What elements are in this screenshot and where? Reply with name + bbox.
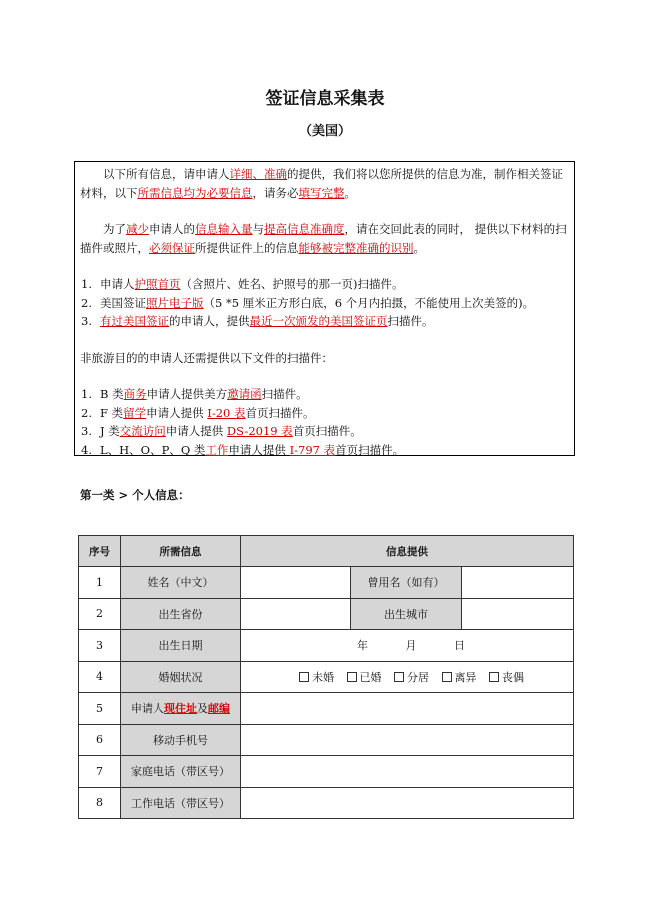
table-row (79, 756, 574, 788)
row-number: 8 (79, 787, 121, 819)
checkbox[interactable] (489, 672, 499, 682)
highlight: 提高信息准确度 (264, 222, 345, 236)
year-label: 年 (357, 639, 368, 653)
page-title: 签证信息采集表 (265, 89, 385, 109)
text: 申请人的 (149, 222, 195, 236)
table-row (79, 567, 574, 599)
field-label: 曾用名（如有） (351, 567, 462, 599)
address-input[interactable] (241, 693, 574, 725)
list-number: 3. (81, 314, 92, 328)
highlight: 有过美国签证 (100, 314, 169, 328)
text: 申请人提供美方 (146, 387, 228, 401)
highlight: 交流访问 (119, 424, 166, 438)
highlight: 最近一次颁发的美国签证页 (249, 314, 388, 328)
list-item (80, 404, 570, 423)
highlight: 详细、准确 (229, 167, 287, 181)
text: 申请人提供 (165, 424, 227, 438)
header-provide: 信息提供 (241, 536, 574, 567)
highlight: 减少 (126, 222, 149, 236)
highlight: 所需信息均为必要信息 (137, 185, 253, 200)
list-item (80, 312, 570, 331)
table-header-row (79, 536, 574, 567)
list-number: 1. (81, 387, 92, 401)
option-label: 已婚 (359, 670, 382, 684)
list-item (80, 441, 570, 460)
field-label: 姓名（中文） (121, 567, 241, 599)
list-number: 2. (81, 405, 92, 420)
text: 首页扫描件。 (245, 405, 315, 420)
text: 以下所有信息，请申请人 (103, 167, 230, 181)
checkbox[interactable] (394, 672, 404, 682)
text: （5 *5 厘米正方形白底，6 个月内拍摄，不能使用上次美签的)。 (203, 295, 535, 310)
highlight: 必须保证 (149, 240, 195, 255)
highlight: 工作 (205, 442, 229, 457)
highlight: 填写完整 (298, 185, 345, 200)
highlight: 邮编 (208, 702, 230, 716)
list-item (80, 275, 570, 294)
day-label: 日 (454, 639, 465, 653)
text: 的提供，我们将以您所提供的信息为准，制作相关签证材料，以下 (80, 167, 563, 200)
text: 所提供证件上的信息 (195, 240, 299, 255)
highlight: I-20 表 (207, 405, 246, 420)
row-number: 3 (79, 630, 121, 662)
text: 首页扫描件。 (292, 424, 362, 438)
birth-province-input[interactable] (241, 598, 351, 630)
text: J 类 (100, 424, 120, 438)
text: 与 (252, 222, 264, 236)
list-item (80, 385, 570, 404)
header-field: 所需信息 (121, 536, 241, 567)
highlight: 留学 (123, 405, 147, 420)
row-number: 2 (79, 598, 121, 630)
checkbox[interactable] (347, 672, 357, 682)
list-number: 1. (81, 277, 92, 291)
birth-date-input[interactable] (241, 630, 574, 662)
text: 。 (344, 185, 356, 200)
text: 为了 (103, 222, 126, 236)
highlight: 护照首页 (134, 277, 181, 291)
personal-info-table (78, 535, 574, 819)
highlight: 能够被完整准确的识别 (298, 240, 414, 255)
marital-status-options (241, 661, 574, 693)
field-label: 家庭电话（带区号） (121, 756, 241, 788)
text: B 类 (100, 387, 124, 401)
field-label: 出生省份 (121, 598, 241, 630)
text: L、H、O、P、Q 类 (100, 442, 206, 457)
nontravel-note: 非旅游目的的申请人还需提供以下文件的扫描件： (80, 350, 333, 365)
list-item (80, 422, 570, 441)
highlight: 现住址 (164, 702, 197, 716)
field-label: 移动手机号 (121, 724, 241, 756)
notice-box (74, 161, 575, 456)
option-label: 分居 (407, 670, 429, 684)
text: （含照片、姓名、护照号的那一页)扫描件。 (180, 277, 404, 291)
header-index: 序号 (79, 536, 121, 567)
field-label: 出生日期 (121, 630, 241, 662)
notice-paragraph-1 (80, 165, 570, 202)
text: 。 (413, 240, 425, 255)
home-phone-input[interactable] (241, 756, 574, 788)
row-number: 4 (79, 661, 121, 693)
highlight: 照片电子版 (146, 295, 204, 310)
option-label: 未婚 (312, 670, 334, 684)
month-label: 月 (405, 639, 417, 653)
field-label: 婚姻状况 (121, 661, 241, 693)
text: 申请人 (131, 702, 164, 716)
checkbox[interactable] (442, 672, 452, 682)
highlight: 信息输入量 (195, 222, 253, 236)
list-number: 2. (81, 295, 92, 310)
text: 申请人提供 (146, 405, 208, 420)
table-row (79, 630, 574, 662)
text: 的申请人，提供 (169, 314, 250, 328)
highlight: 邀请函 (227, 387, 262, 401)
text: F 类 (100, 405, 124, 420)
chinese-name-input[interactable] (241, 567, 351, 599)
table-row (79, 693, 574, 725)
row-number: 6 (79, 724, 121, 756)
table-row (79, 598, 574, 630)
field-label: 出生城市 (351, 598, 462, 630)
table-row (79, 787, 574, 819)
highlight: 商务 (123, 387, 147, 401)
birth-city-input[interactable] (462, 598, 574, 630)
row-number: 5 (79, 693, 121, 725)
table-row (79, 661, 574, 693)
field-label (121, 693, 241, 725)
highlight: I-797 表 (289, 442, 336, 457)
text: ，请在交回此表的同时， 提供以下材料的扫描件或照片， (80, 222, 567, 255)
list-number: 4. (81, 442, 92, 457)
row-number: 7 (79, 756, 121, 788)
former-name-input[interactable] (462, 567, 574, 599)
text: 申请人提供 (228, 442, 290, 457)
option-label: 离异 (454, 670, 477, 684)
text: 申请人 (100, 277, 135, 291)
notice-paragraph-2 (80, 220, 570, 257)
text: 扫描件。 (261, 387, 308, 401)
work-phone-input[interactable] (241, 787, 574, 819)
text: 美国签证 (100, 295, 146, 310)
option-label: 丧偶 (502, 670, 524, 684)
text: ，请务必 (252, 185, 299, 200)
list-item (80, 294, 570, 313)
mobile-input[interactable] (241, 724, 574, 756)
field-label: 工作电话（带区号） (121, 787, 241, 819)
text: 首页扫描件。 (335, 442, 405, 457)
section-title: 第一类 > 个人信息： (80, 488, 190, 502)
checkbox[interactable] (299, 672, 309, 682)
highlight: DS-2019 表 (226, 424, 293, 438)
row-number: 1 (79, 567, 121, 599)
list-number: 3. (81, 424, 92, 438)
page-subtitle: （美国） (298, 124, 351, 139)
table-row (79, 724, 574, 756)
text: 及 (197, 702, 208, 716)
text: 扫描件。 (387, 314, 434, 328)
